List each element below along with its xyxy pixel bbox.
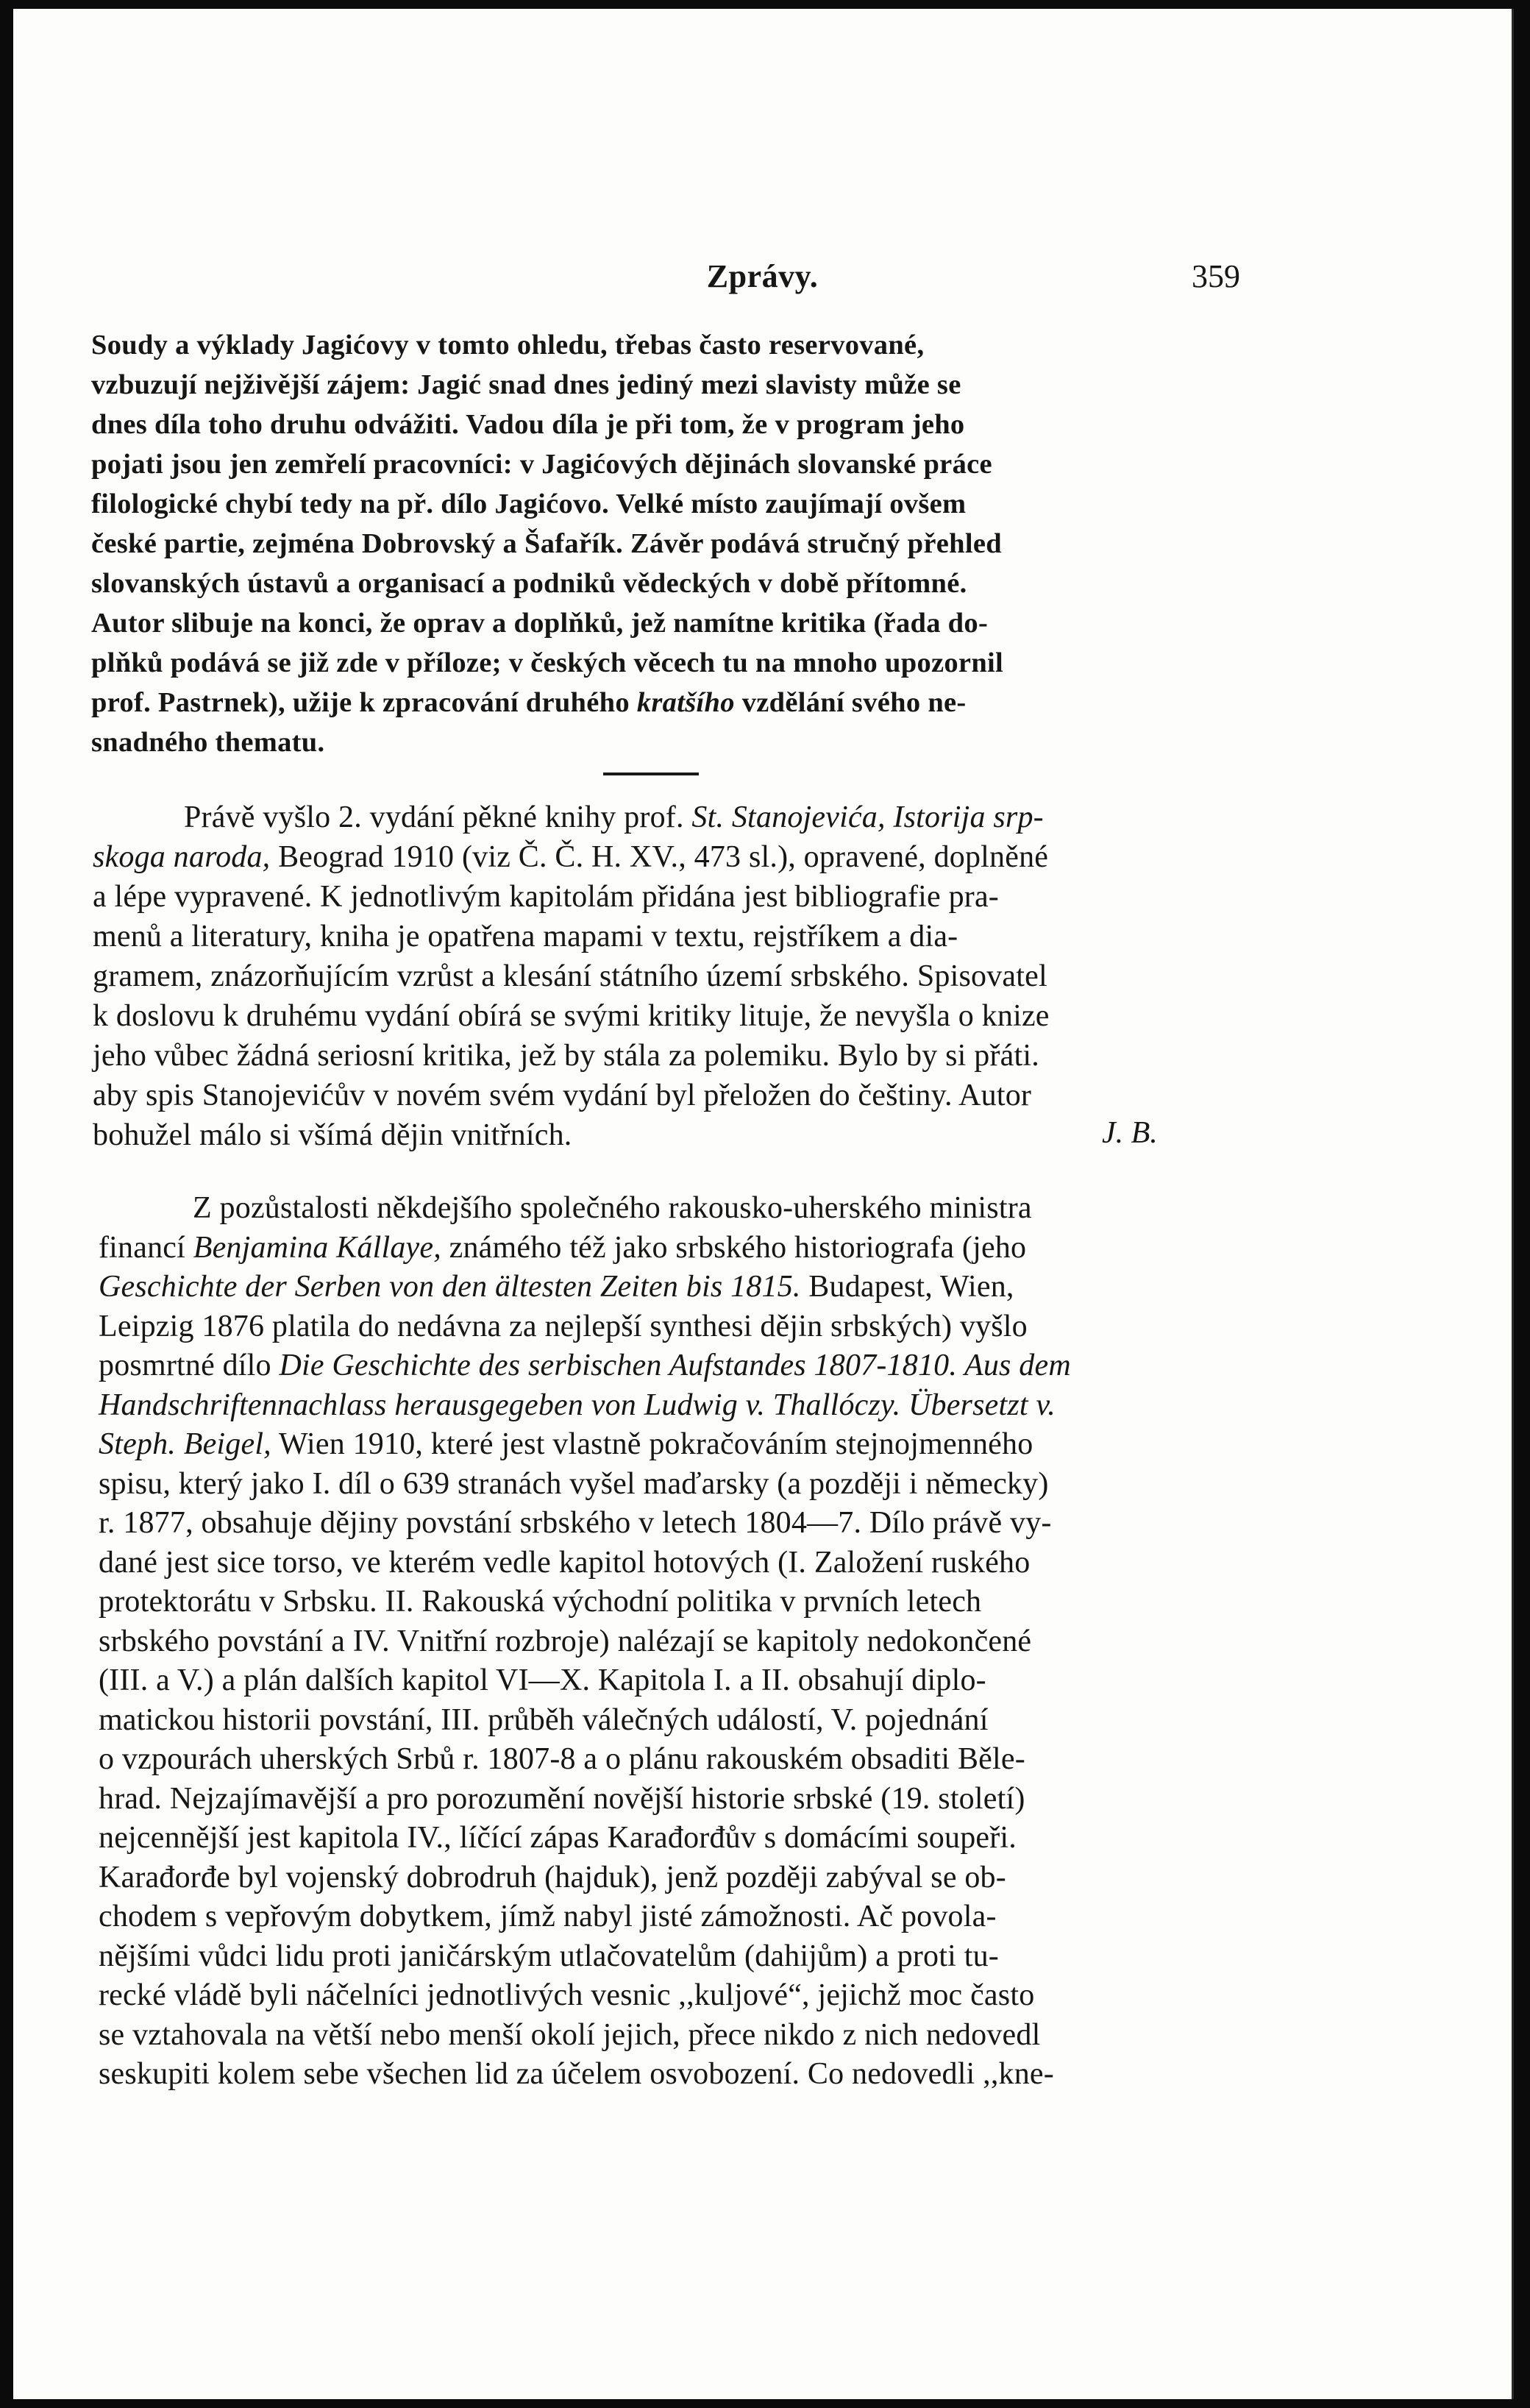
text-line: Leipzig 1876 platila do nedávna za nejlepší synthesi dějin srbských) vyšlo <box>99 1309 1028 1343</box>
italic-name: Benjamina Kállaye, <box>193 1230 441 1265</box>
text-segment: Beograd 1910 (viz Č. Č. H. XV., 473 sl.), opravené, doplněné <box>270 840 1049 874</box>
text-line: hrad. Nejzajímavější a pro porozumění novější historie srbské (19. století) <box>99 1781 1025 1816</box>
text-line: recké vládě byli náčelníci jednotlivých vesnic ,,kuljové“, jejichž moc často <box>99 1978 1035 2012</box>
text-line: dané jest sice torso, ve kterém vedle kapitol hotových (I. Založení ruského <box>99 1545 1031 1580</box>
text-line: srbského povstání a IV. Vnitřní rozbroje) nalézají se kapitoly nedokončené <box>99 1624 1032 1658</box>
page-header <box>13 258 1512 296</box>
paragraph-jagic-review <box>91 325 1223 762</box>
text-line: (III. a V.) a plán dalších kapitol VI—X. Kapitola I. a II. obsahují diplo- <box>99 1663 986 1697</box>
page-number: 359 <box>1192 258 1240 294</box>
text-line: Handschriftennachlass herausgegeben von Ludwig v. Thallóczy. Übersetzt v. <box>99 1388 1056 1422</box>
text-line <box>91 683 1223 722</box>
section-divider <box>603 773 699 775</box>
text-line: pojati jsou jen zemřelí pracovníci: v Jagićových dějinách slovanské práce <box>91 449 992 480</box>
text-line: jeho vůbec žádná seriosní kritika, jež by stála za polemiku. Bylo by si přáti. <box>93 1039 1039 1073</box>
text-line: Karađorđe byl vojenský dobrodruh (hajduk), jenž později zabýval se ob- <box>99 1860 1006 1894</box>
italic-name: Steph. Beigel, <box>99 1427 271 1461</box>
text-segment: Budapest, Wien, <box>800 1270 1014 1304</box>
paragraph-stanojevic <box>93 798 1225 1155</box>
text-line: plňků podává se již zde v příloze; v českých věcech tu na mnoho upozornil <box>91 647 1004 678</box>
text-segment: Wien 1910, které jest vlastně pokračováním stejnojmenného <box>271 1427 1033 1461</box>
text-line: gramem, znázorňujícím vzrůst a klesání státního území srbského. Spisovatel <box>93 959 1047 993</box>
text-line <box>93 837 1225 877</box>
text-line: Autor slibuje na konci, že oprav a doplňků, jež namítne kritika (řada do- <box>91 608 989 639</box>
text-line: aby spis Stanojevićův v novém svém vydání byl přeložen do češtiny. Autor <box>93 1079 1032 1112</box>
text-line: dnes díla toho druhu odvážiti. Vadou díla je při tom, že v program jeho <box>91 409 965 440</box>
text-line: Z pozůstalosti někdejšího společného rakousko-uherského ministra <box>193 1191 1032 1225</box>
book-page <box>13 9 1514 2399</box>
text-line: matickou historii povstání, III. průběh válečných událostí, V. pojednání <box>99 1702 989 1737</box>
text-line: chodem s vepřovým dobytkem, jímž nabyl jisté zámožnosti. Ač povola- <box>99 1900 997 1933</box>
text-line: spisu, který jako I. díl o 639 stranách vyšel maďarsky (a později i německy) <box>99 1466 1049 1501</box>
text-segment: posmrtné dílo <box>99 1349 280 1382</box>
text-line: nejcennější jest kapitola IV., líčící zápas Karađorđův s domácími soupeři. <box>99 1821 1017 1855</box>
text-line: o vzpourách uherských Srbů r. 1807-8 a o plánu rakouském obsaditi Běle- <box>99 1742 1025 1776</box>
text-line: k doslovu k druhému vydání obírá se svými kritiky lituje, že nevyšla o knize <box>93 999 1050 1033</box>
text-line: r. 1877, obsahuje dějiny povstání srbského v letech 1804—7. Dílo právě vy- <box>99 1506 1052 1540</box>
text-line <box>99 1425 1246 1465</box>
text-line: menů a literatury, kniha je opatřena mapami v textu, rejstříkem a dia- <box>93 920 958 953</box>
italic-citation: skoga naroda, <box>93 840 271 874</box>
text-line: české partie, zejména Dobrovský a Šafařík. Závěr podává stručný přehled <box>91 528 1002 559</box>
text-segment: známého též jako srbského historiografa (jeho <box>441 1230 1027 1265</box>
text-line: a lépe vypravené. K jednotlivým kapitolám přidána jest bibliografie pra- <box>93 880 999 914</box>
text-segment: vzdělání svého ne- <box>741 687 967 718</box>
text-line <box>93 798 1225 837</box>
text-line: filologické chybí tedy na př. dílo Jagićovo. Velké místo zaujímají ovšem <box>91 489 967 519</box>
signature: J. B. <box>1102 1116 1158 1150</box>
italic-citation: St. Stanojevića, Istorija srp- <box>691 800 1044 834</box>
text-line: bohužel málo si všímá dějin vnitřních. <box>93 1118 572 1152</box>
text-line: protektorátu v Srbsku. II. Rakouská východní politika v prvních letech <box>99 1585 982 1619</box>
text-segment: financí <box>99 1230 193 1265</box>
paragraph-kallay <box>99 1189 1246 2095</box>
text-segment: prof. Pastrnek), užije k zpracování druhého <box>91 687 637 718</box>
text-segment: Právě vyšlo 2. vydání pěkné knihy prof. <box>184 800 692 834</box>
text-line: se vztahovala na větší nebo menší okolí jejich, přece nikdo z nich nedovedl <box>99 2017 1041 2052</box>
text-line <box>99 1346 1246 1386</box>
italic-title: Die Geschichte des serbischen Aufstandes 1807-1810. Aus dem <box>279 1349 1071 1382</box>
text-line <box>99 1229 1246 1268</box>
text-line <box>99 1268 1246 1307</box>
text-line: slovanských ústavů a organisací a podniků vědeckých v době přítomné. <box>91 568 967 599</box>
italic-title: Geschichte der Serben von den ältesten Zeiten bis 1815. <box>99 1270 801 1304</box>
text-line: nějšími vůdci lidu proti janičárským utlačovatelům (dahijům) a proti tu- <box>99 1939 999 1973</box>
text-line: vzbuzují nejživější zájem: Jagić snad dnes jediný mezi slavisty může se <box>91 369 961 400</box>
text-line: seskupiti kolem sebe všechen lid za účelem osvobození. Co nedovedli ,,kne- <box>99 2057 1054 2091</box>
text-line: snadného thematu. <box>91 727 325 758</box>
running-title: Zprávy. <box>706 258 819 294</box>
italic-word: kratšího <box>636 687 735 718</box>
text-line: Soudy a výklady Jagićovy v tomto ohledu, třebas často reservované, <box>91 330 925 361</box>
